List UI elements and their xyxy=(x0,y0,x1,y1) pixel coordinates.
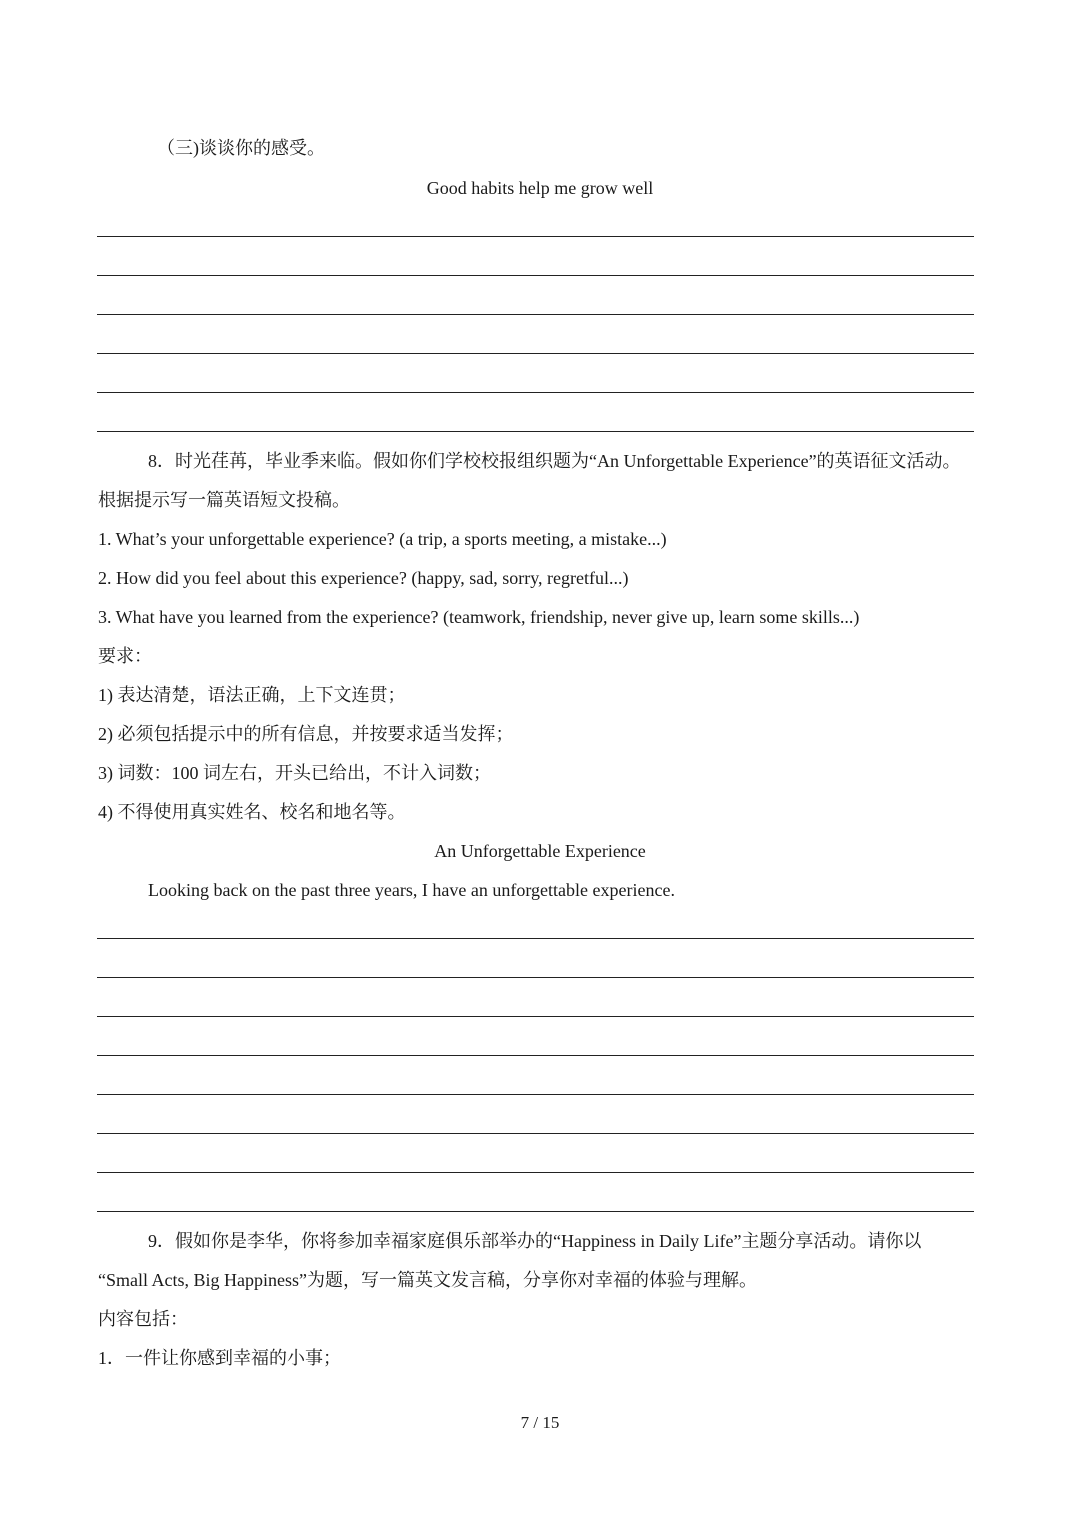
question-9-prompt-cont: “Small Acts, Big Happiness”为题，写一篇英文发言稿，分享你对幸福的体验与理解。 xyxy=(98,1270,757,1290)
writing-line xyxy=(97,1172,974,1173)
hint-item: 2. How did you feel about this experience? (happy, sad, sorry, regretful...) xyxy=(98,568,629,588)
writing-line xyxy=(97,1016,974,1017)
writing-line xyxy=(97,431,974,432)
question-8-prompt-cont: 根据提示写一篇英语短文投稿。 xyxy=(98,490,350,510)
writing-line xyxy=(97,275,974,276)
question-8-prompt: 8．时光荏苒，毕业季来临。假如你们学校校报组织题为“An Unforgettable Experience”的英语征文活动。 xyxy=(148,451,961,471)
content-item: 1．一件让你感到幸福的小事； xyxy=(98,1348,341,1368)
page-number: 7 / 15 xyxy=(520,1413,560,1432)
writing-line xyxy=(97,1055,974,1056)
writing-line xyxy=(97,1133,974,1134)
writing-line xyxy=(97,938,974,939)
writing-line xyxy=(97,236,974,237)
requirements-label: 要求： xyxy=(98,646,152,666)
essay-title: An Unforgettable Experience xyxy=(434,841,646,861)
essay-title: Good habits help me grow well xyxy=(426,178,654,198)
writing-line xyxy=(97,353,974,354)
writing-line xyxy=(97,1094,974,1095)
hint-item: 1. What’s your unforgettable experience? (a trip, a sports meeting, a mistake...) xyxy=(98,529,667,549)
content-label: 内容包括： xyxy=(98,1309,188,1329)
essay-opening: Looking back on the past three years, I have an unforgettable experience. xyxy=(148,880,675,900)
section-heading: （三)谈谈你的感受。 xyxy=(157,138,325,158)
requirement-item: 4) 不得使用真实姓名、校名和地名等。 xyxy=(98,802,406,822)
writing-line xyxy=(97,314,974,315)
question-9-prompt: 9．假如你是李华，你将参加幸福家庭俱乐部举办的“Happiness in Daily Life”主题分享活动。请你以 xyxy=(148,1231,922,1251)
hint-item: 3. What have you learned from the experience? (teamwork, friendship, never give up, learn some skills...) xyxy=(98,607,860,627)
writing-line xyxy=(97,392,974,393)
requirement-item: 2) 必须包括提示中的所有信息，并按要求适当发挥； xyxy=(98,724,514,744)
requirement-item: 1) 表达清楚，语法正确，上下文连贯； xyxy=(98,685,406,705)
writing-line xyxy=(97,1211,974,1212)
requirement-item: 3) 词数：100 词左右，开头已给出，不计入词数； xyxy=(98,763,491,783)
writing-line xyxy=(97,977,974,978)
